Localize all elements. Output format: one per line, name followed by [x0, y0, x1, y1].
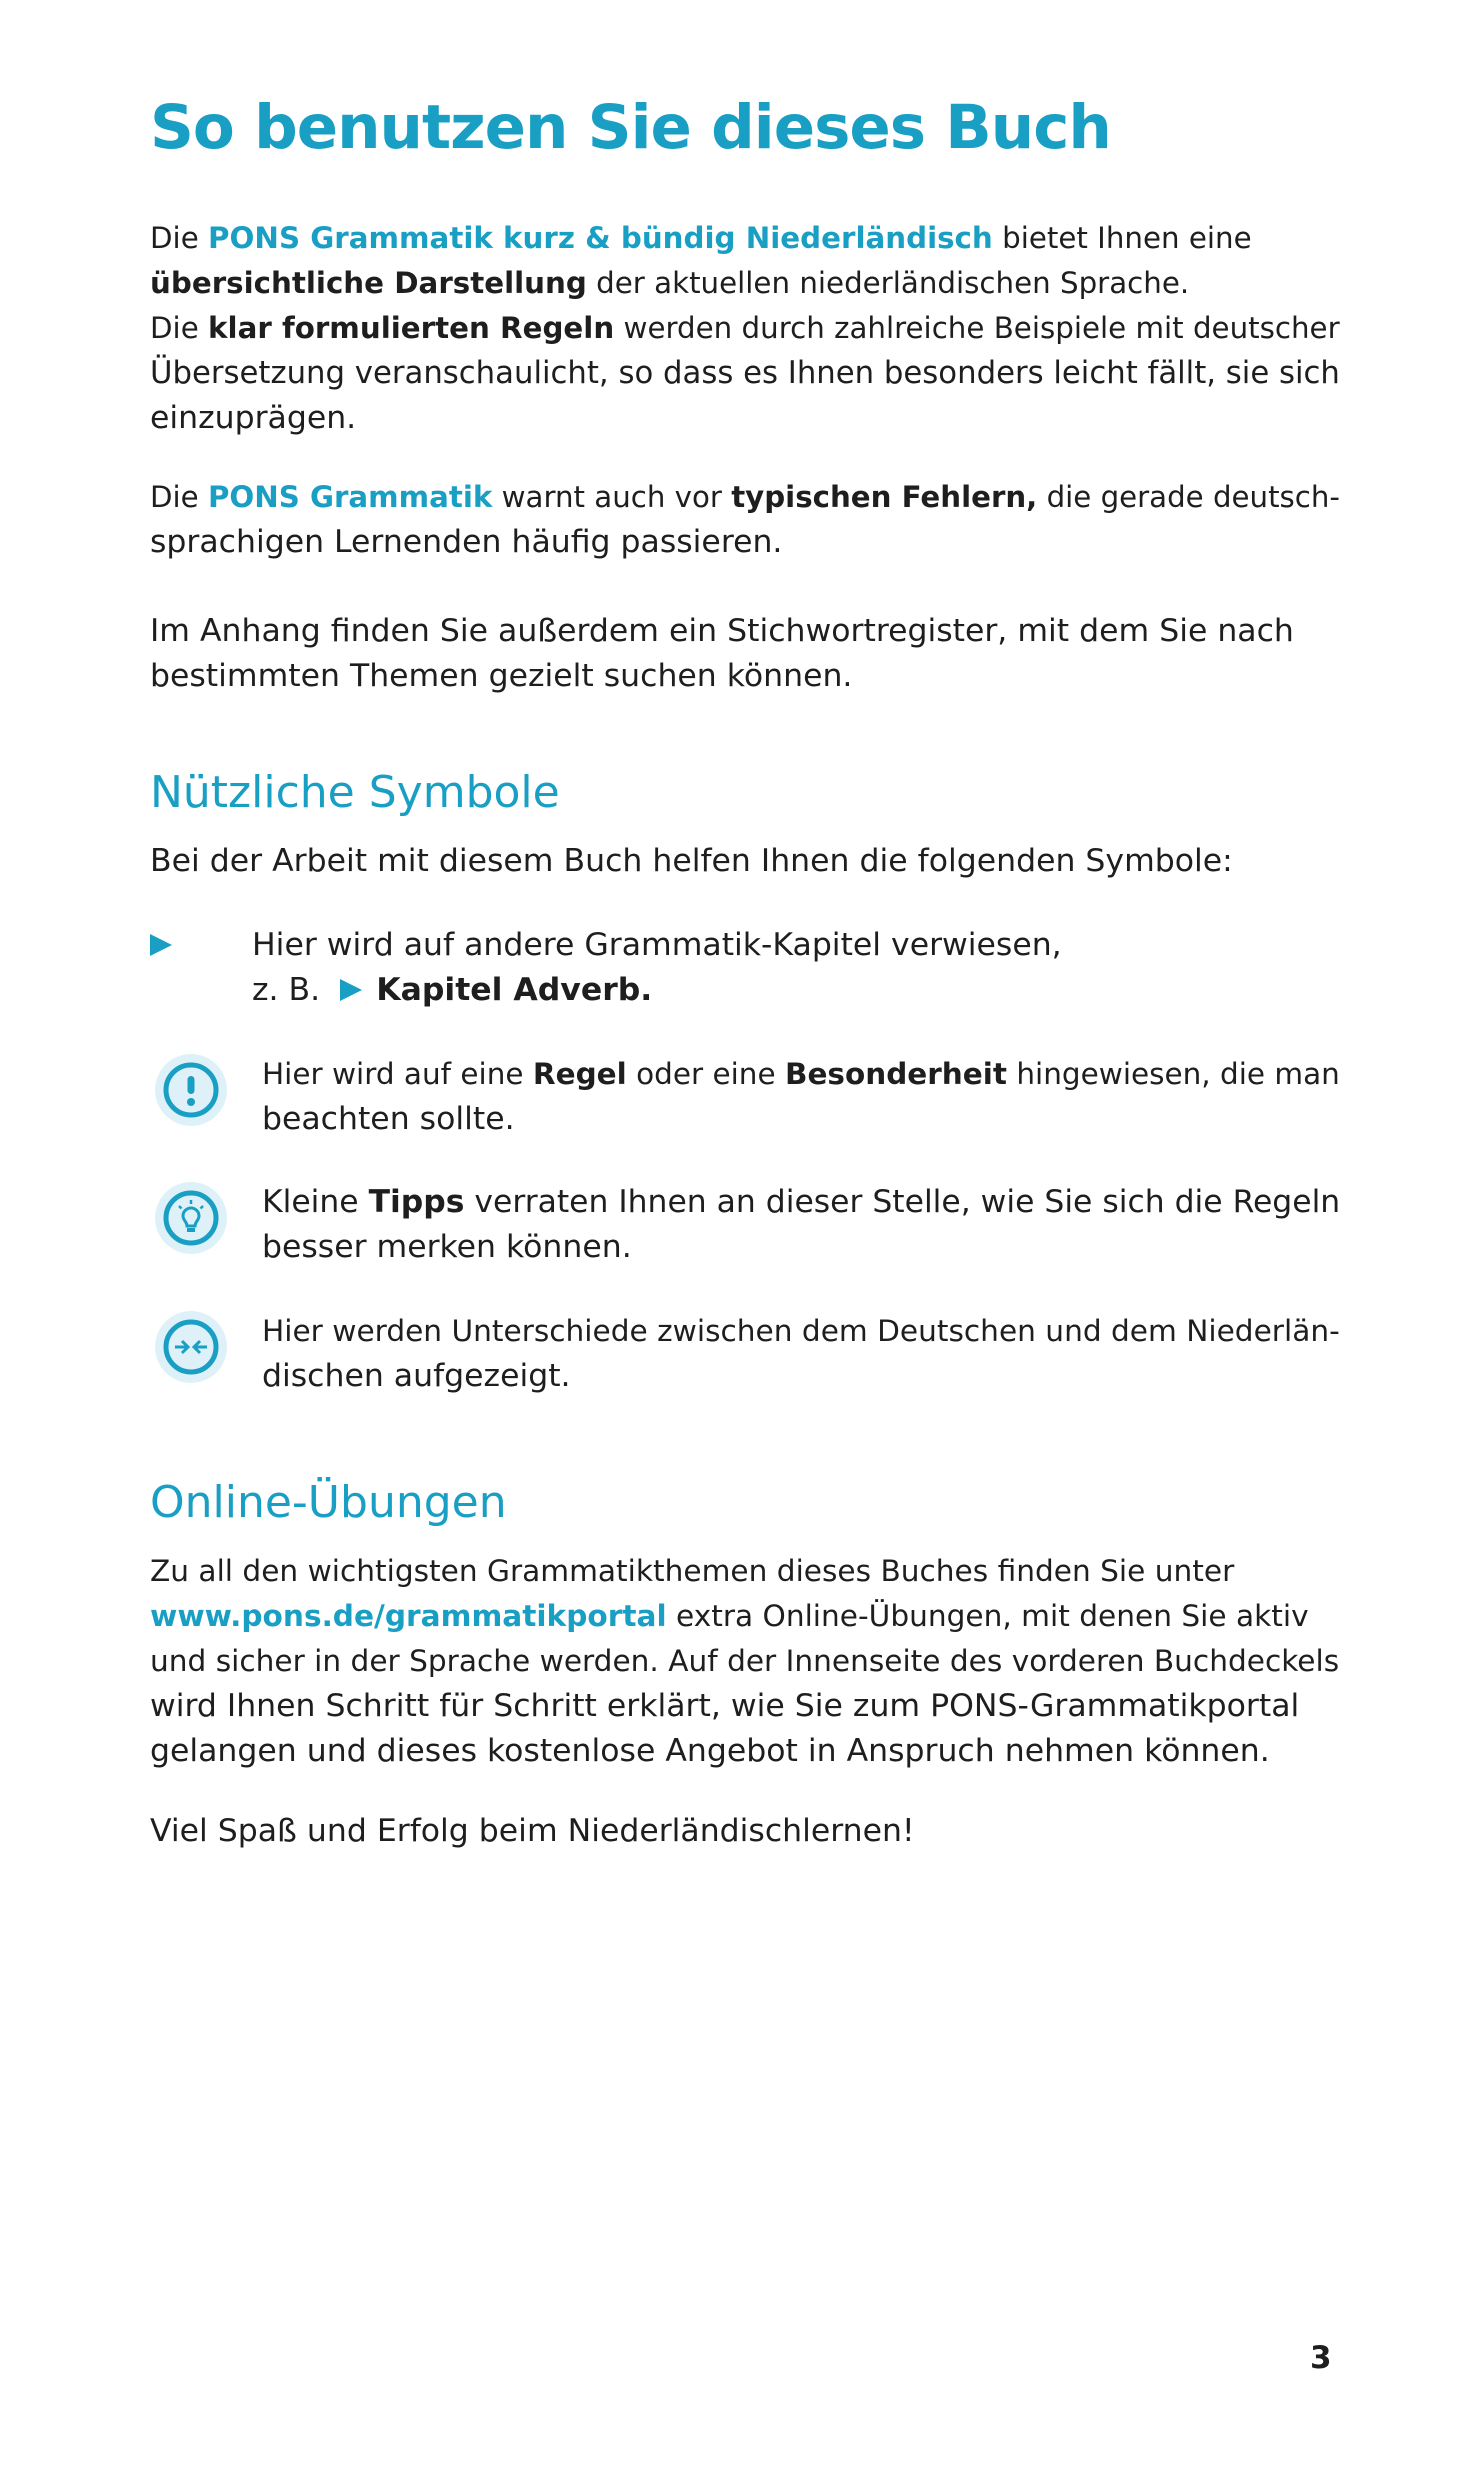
text-line: wird Ihnen Schritt für Schritt erklärt, wie Sie zum PONS-Grammatikportal	[150, 1688, 1300, 1724]
compare-arrows-icon	[153, 1309, 229, 1385]
page-number: 3	[1310, 2340, 1332, 2376]
exclamation-icon	[153, 1052, 229, 1128]
text: Die	[150, 480, 208, 514]
warning-paragraph	[150, 475, 1340, 565]
text: der aktuellen niederländischen Sprache.	[586, 266, 1190, 300]
symbol-difference-text	[262, 1309, 1340, 1399]
bold-phrase: übersichtliche Darstellung	[150, 266, 587, 300]
bold-phrase: typischen Fehlern,	[731, 480, 1038, 514]
symbol-rule-text	[262, 1052, 1340, 1142]
portal-link[interactable]: www.pons.de/grammatikportal	[150, 1599, 667, 1633]
symbol-tip-text	[262, 1180, 1340, 1270]
text: Kleine	[262, 1184, 369, 1220]
symbol-rule-row	[150, 1052, 1350, 1144]
text-line: bestimmten Themen gezielt suchen können.	[150, 658, 853, 694]
text-line: besser merken können.	[262, 1229, 632, 1265]
text-line: dischen aufgezeigt.	[262, 1358, 571, 1394]
text-line: Bei der Arbeit mit diesem Buch helfen Ihnen die folgenden Symbole:	[150, 843, 1233, 879]
bold-phrase: klar formulierten Regeln	[208, 311, 615, 345]
text-line: Zu all den wichtigsten Grammatikthemen dieses Buches finden Sie unter	[150, 1554, 1235, 1588]
text: die gerade deutsch-	[1037, 480, 1340, 514]
text: Hier wird auf eine	[262, 1057, 533, 1091]
text: oder eine	[626, 1057, 785, 1091]
pons-highlight: PONS Grammatik	[207, 480, 493, 514]
chapter-reference: Kapitel Adverb.	[376, 972, 653, 1008]
book-title-highlight: PONS Grammatik kurz & bündig Niederländisch	[208, 221, 993, 255]
triangle-arrow-icon	[340, 979, 362, 1001]
text: z. B.	[252, 972, 321, 1008]
text-line: gelangen und dieses kostenlose Angebot in Anspruch nehmen können.	[150, 1733, 1270, 1769]
symbol-arrow-text	[252, 923, 1062, 1013]
text-line: Im Anhang finden Sie außerdem ein Stichwortregister, mit dem Sie nach	[150, 613, 1294, 649]
text-line: und sicher in der Sprache werden. Auf der Innenseite des vorderen Buchdeckels	[150, 1644, 1340, 1678]
text-line: Viel Spaß und Erfolg beim Niederländischlernen!	[150, 1813, 915, 1849]
bold-word: Regel	[532, 1057, 627, 1091]
text: werden durch zahlreiche Beispiele mit deutscher	[614, 311, 1340, 345]
symbol-tip-row	[150, 1180, 1350, 1272]
section-heading-online: Online-Übungen	[150, 1477, 507, 1528]
lightbulb-icon	[153, 1180, 229, 1256]
text: Die	[150, 221, 209, 255]
text: hingewiesen, die man	[1006, 1057, 1340, 1091]
triangle-arrow-icon	[150, 934, 172, 956]
symbol-difference-row	[150, 1309, 1350, 1401]
text-line: Übersetzung veranschaulicht, so dass es Ihnen besonders leicht fällt, sie sich	[150, 355, 1340, 391]
section-heading-symbols: Nützliche Symbole	[150, 767, 560, 818]
bold-word: Tipps	[368, 1184, 465, 1220]
text: extra Online-Übungen, mit denen Sie aktiv	[666, 1599, 1309, 1633]
text: Die	[150, 311, 209, 345]
text-line: einzuprägen.	[150, 400, 357, 436]
text-line: sprachigen Lernenden häufig passieren.	[150, 524, 783, 560]
bold-word: Besonderheit	[784, 1057, 1007, 1091]
text-line: Hier wird auf andere Grammatik-Kapitel verwiesen,	[252, 927, 1062, 963]
text: bietet Ihnen eine	[992, 221, 1252, 255]
closing-line	[150, 1809, 915, 1854]
online-paragraph	[150, 1549, 1339, 1774]
symbols-intro	[150, 839, 1233, 884]
text: verraten Ihnen an dieser Stelle, wie Sie sich die Regeln	[464, 1184, 1341, 1220]
page-title: So benutzen Sie dieses Buch	[150, 92, 1111, 163]
appendix-paragraph	[150, 609, 1294, 699]
text: warnt auch vor	[492, 480, 732, 514]
intro-paragraph	[150, 216, 1340, 441]
text-line: Hier werden Unterschiede zwischen dem Deutschen und dem Niederlän-	[262, 1314, 1340, 1348]
symbol-arrow-row	[150, 923, 1350, 1015]
text-line: beachten sollte.	[262, 1101, 515, 1137]
